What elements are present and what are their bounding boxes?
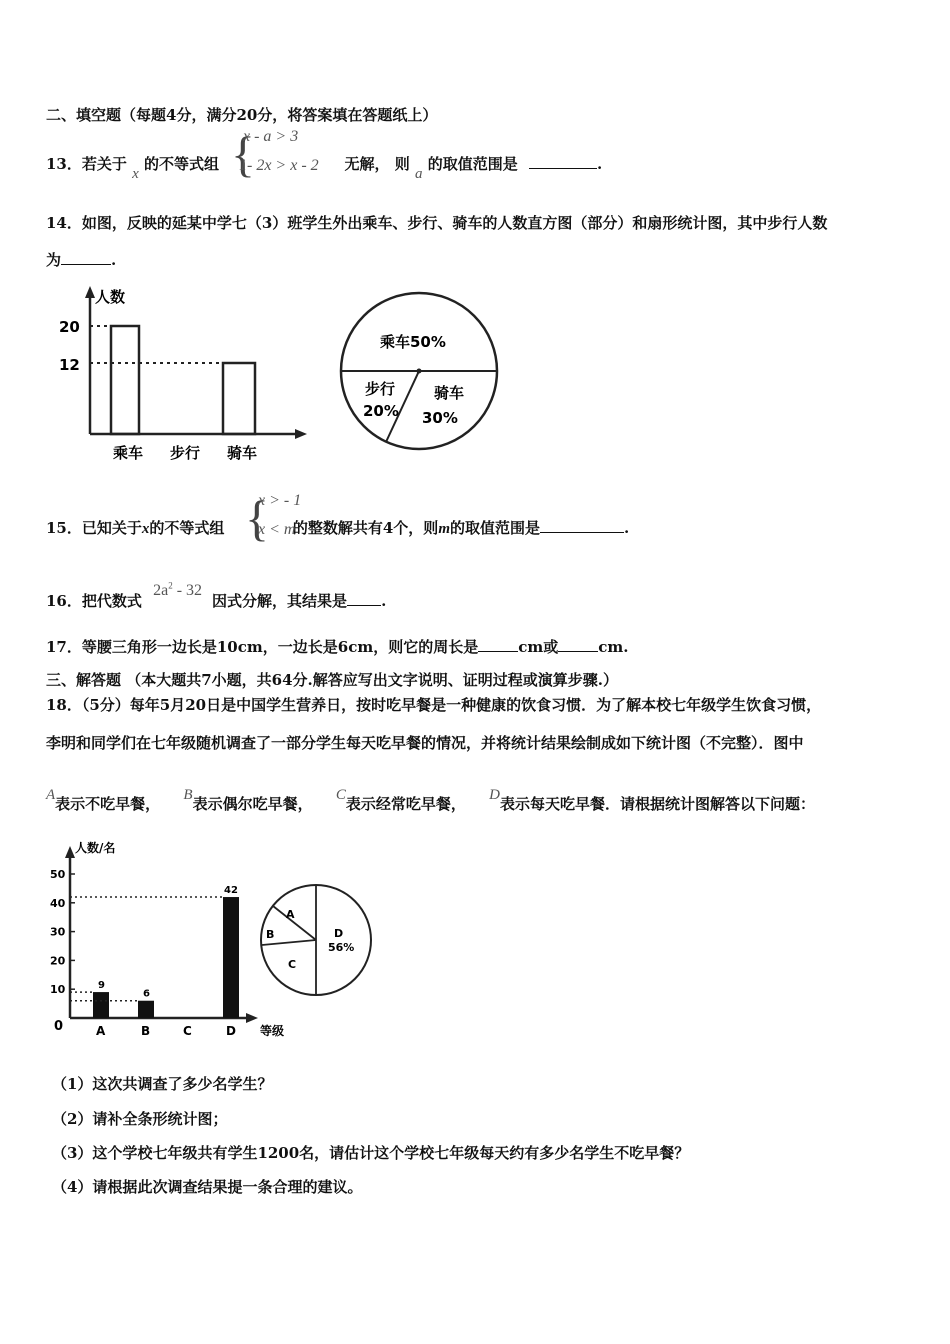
pie-center	[417, 369, 422, 374]
section3-heading: 三、解答题 （本大题共7小题，共64分.解答应写出文字说明、证明过程或演算步骤.）	[46, 671, 618, 689]
q15-ineq1: x > - 1	[258, 492, 302, 509]
q13-var-x: x	[132, 166, 139, 182]
value-label-d: 42	[224, 885, 238, 897]
commute-pie-chart	[338, 290, 503, 455]
q13-var-a: a	[414, 166, 423, 182]
bar-chengche	[111, 326, 139, 434]
q13-mid: 的不等式组	[144, 155, 220, 173]
y-tick-0: 0	[54, 1019, 64, 1034]
q13-answer-blank	[529, 154, 597, 169]
q15-ineq2: x < m	[258, 521, 296, 538]
q15-brace: {	[245, 490, 269, 546]
q17-blank-2	[558, 637, 598, 652]
x-label-buxing: 步行	[170, 444, 201, 462]
question-13: 13．若关于 x 的不等式组 无解， 则 a 的取值范围是 .	[46, 155, 603, 182]
commute-bar-chart	[55, 282, 315, 467]
q13-ineq1: x - a > 3	[243, 128, 299, 145]
pie-slice-a: A	[286, 908, 295, 921]
y-tick-10: 10	[50, 983, 66, 997]
pie-slice-c: C	[288, 958, 297, 971]
bar-a	[93, 992, 109, 1018]
pie-slice-b: B	[266, 928, 275, 941]
question-18-line3: A表示不吃早餐， B表示偶尔吃早餐， C表示经常吃早餐， D表示每天吃早餐．请根据统计图解答以下问题：	[46, 787, 815, 813]
pie-slice-buxing: 步行	[365, 380, 396, 398]
y-tick-50: 50	[50, 868, 66, 881]
breakfast-pie-chart	[258, 882, 376, 1000]
y-tick-20: 20	[59, 318, 80, 336]
pie-slice-qiche-pct: 30%	[422, 409, 458, 427]
question-15: 15．已知关于x的不等式组 的整数解共有4个，则m的取值范围是 .	[46, 519, 630, 537]
q18-sub2: （2）请补全条形统计图；	[52, 1110, 228, 1128]
bar-qiche	[223, 363, 255, 434]
x-axis-arrow	[295, 429, 307, 439]
q16-answer-blank	[347, 591, 381, 606]
bar-d	[223, 897, 239, 1018]
value-label-b: 6	[143, 988, 150, 1000]
y-tick-40: 40	[50, 896, 66, 910]
y-axis-arrow	[65, 846, 75, 858]
x-axis-label: 等级	[260, 1024, 285, 1038]
q13-tail1: 无解， 则	[344, 155, 410, 173]
q18-sub1: （1）这次共调查了多少名学生？	[52, 1075, 273, 1093]
x-axis-arrow	[246, 1013, 258, 1023]
section2-heading: 二、填空题（每题4分，满分20分，将答案填在答题纸上）	[46, 106, 438, 124]
x-label-d: D	[226, 1024, 236, 1038]
y-tick-12: 12	[59, 356, 80, 374]
y-axis-label: 人数/名	[75, 841, 116, 855]
x-label-c: C	[183, 1024, 192, 1038]
y-axis-arrow	[85, 286, 95, 298]
value-label-a: 9	[98, 980, 105, 992]
q15-answer-blank	[540, 518, 624, 533]
q18-sub3: （3）这个学校七年级共有学生1200名，请估计这个学校七年级每天约有多少名学生不吃早餐？	[52, 1144, 690, 1162]
q16-expression: $2a^2 - 32$	[153, 580, 203, 599]
question-18-line2: 李明和同学们在七年级随机调查了一部分学生每天吃早餐的情况，并将统计结果绘制成如下统计图（不完整）．图中	[46, 734, 804, 752]
pie-slice-d-pct: 56%	[328, 941, 355, 954]
y-tick-30: 30	[50, 925, 66, 939]
y-tick-20: 20	[50, 954, 66, 968]
question-16: 16．把代数式 $2a^2 - 32$ 因式分解，其结果是 .	[46, 580, 387, 610]
x-label-a: A	[96, 1024, 106, 1038]
x-label-b: B	[141, 1024, 151, 1038]
pie-slice-d: D	[334, 927, 344, 940]
q13-tail2: 的取值范围是	[427, 155, 518, 173]
q13-number: 13．若关于	[46, 155, 127, 173]
q17-blank-1	[478, 637, 518, 652]
q13-brace: {	[231, 126, 255, 182]
question-14-line2: 为 .	[46, 251, 117, 269]
pie-slice-buxing-pct: 20%	[363, 402, 399, 420]
x-label-chengche: 乘车	[113, 444, 144, 462]
pie-slice-chengche: 乘车50%	[380, 333, 446, 351]
bar-b	[138, 1001, 154, 1018]
q18-sub4: （4）请根据此次调查结果提一条合理的建议。	[52, 1178, 363, 1196]
question-14-line1: 14．如图，反映的延某中学七（3）班学生外出乘车、步行、骑车的人数直方图（部分）和扇形统计图，其中步行人数	[46, 214, 828, 232]
y-axis-label: 人数	[95, 288, 126, 306]
question-18-line1: 18．（5分）每年5月20日是中国学生营养日，按时吃早餐是一种健康的饮食习惯．为了解本校七年级学生饮食习惯，	[46, 696, 822, 714]
x-label-qiche: 骑车	[227, 444, 258, 462]
q14-answer-blank	[61, 250, 111, 265]
question-17: 17．等腰三角形一边长是10cm，一边长是6cm，则它的周长是 cm或 cm.	[46, 638, 629, 656]
pie-slice-qiche: 骑车	[434, 384, 465, 402]
q13-ineq2: 1- 2x > x - 2	[239, 157, 319, 174]
